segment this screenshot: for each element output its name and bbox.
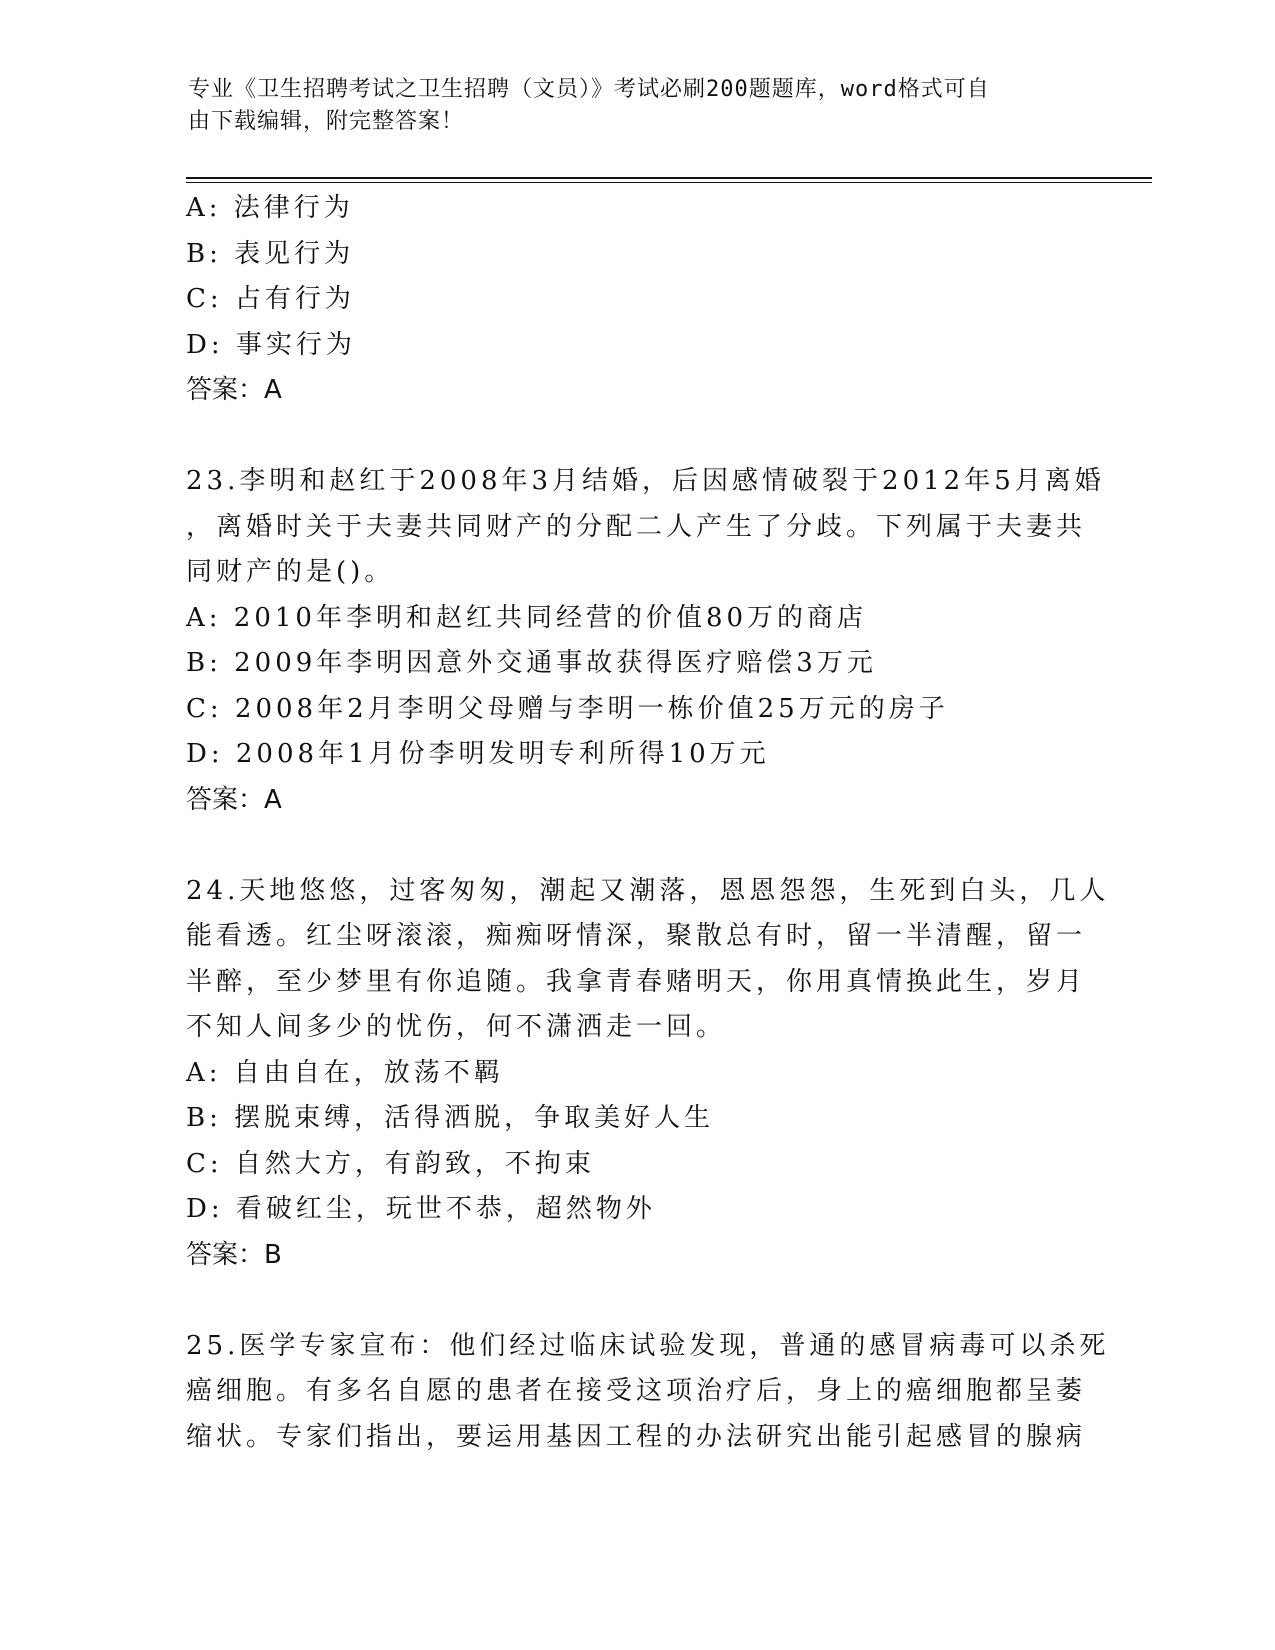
question-24 xyxy=(186,869,1110,1279)
question-text-line: 23.李明和赵红于2008年3月结婚，后因感情破裂于2012年5月离婚 xyxy=(186,466,1105,496)
spacer xyxy=(186,1278,1086,1324)
option-b: B: 2009年李明因意外交通事故获得医疗赔偿3万元 xyxy=(186,648,877,678)
answer-text: 答案：B xyxy=(186,1239,282,1270)
option-d: D: 2008年1月份李明发明专利所得10万元 xyxy=(186,739,770,769)
option-a: A: 自由自在，放荡不羁 xyxy=(186,1057,504,1088)
option-b: B: 表见行为 xyxy=(186,238,355,269)
question-text-line: 不知人间多少的忧伤，何不潇洒走一回。 xyxy=(186,1012,727,1042)
question-text-line: 24.天地悠悠，过客匆匆，潮起又潮落，恩恩怨怨，生死到白头，几人 xyxy=(186,875,1110,906)
question-22 xyxy=(186,186,1086,414)
answer-text: 答案：A xyxy=(186,784,282,815)
header-divider-thin xyxy=(186,182,1152,183)
document-body xyxy=(186,186,1110,1460)
question-25 xyxy=(186,1324,1110,1461)
spacer xyxy=(186,414,1086,460)
question-text-line: ，离婚时关于夫妻共同财产的分配二人产生了分歧。下列属于夫妻共 xyxy=(186,511,1087,542)
answer-text: 答案：A xyxy=(186,375,282,405)
option-b: B: 摆脱束缚，活得洒脱，争取美好人生 xyxy=(186,1103,715,1133)
option-c: C: 占有行为 xyxy=(186,284,355,314)
question-text-line: 25.医学专家宣布：他们经过临床试验发现，普通的感冒病毒可以杀死 xyxy=(186,1330,1110,1361)
question-text-line: 同财产的是()。 xyxy=(186,557,395,587)
question-text-line: 缩状。专家们指出，要运用基因工程的办法研究出能引起感冒的腺病 xyxy=(186,1421,1087,1452)
question-text-line: 能看透。红尘呀滚滚，痴痴呀情深，聚散总有时，留一半清醒，留一 xyxy=(186,921,1087,951)
question-text-line: 半醉，至少梦里有你追随。我拿青春赌明天，你用真情换此生，岁月 xyxy=(186,966,1087,997)
option-d: D: 看破红尘，玩世不恭，超然物外 xyxy=(186,1194,656,1224)
spacer xyxy=(186,823,1086,869)
option-c: C: 2008年2月李明父母赠与李明一栋价值25万元的房子 xyxy=(186,693,949,724)
header-line-1: 专业《卫生招聘考试之卫生招聘（文员）》考试必刷200题题库，word格式可自 xyxy=(188,77,990,102)
question-text-line: 癌细胞。有多名自愿的患者在接受这项治疗后，身上的癌细胞都呈萎 xyxy=(186,1376,1087,1406)
option-a: A: 2010年李明和赵红共同经营的价值80万的商店 xyxy=(186,602,868,633)
option-c: C: 自然大方，有韵致，不拘束 xyxy=(186,1148,595,1179)
header-divider-thick xyxy=(186,177,1152,179)
option-d: D: 事实行为 xyxy=(186,329,356,360)
page-header xyxy=(188,74,1068,138)
header-line-2: 由下载编辑，附完整答案！ xyxy=(188,109,465,134)
option-a: A: 法律行为 xyxy=(186,193,354,223)
question-23 xyxy=(186,459,1105,823)
